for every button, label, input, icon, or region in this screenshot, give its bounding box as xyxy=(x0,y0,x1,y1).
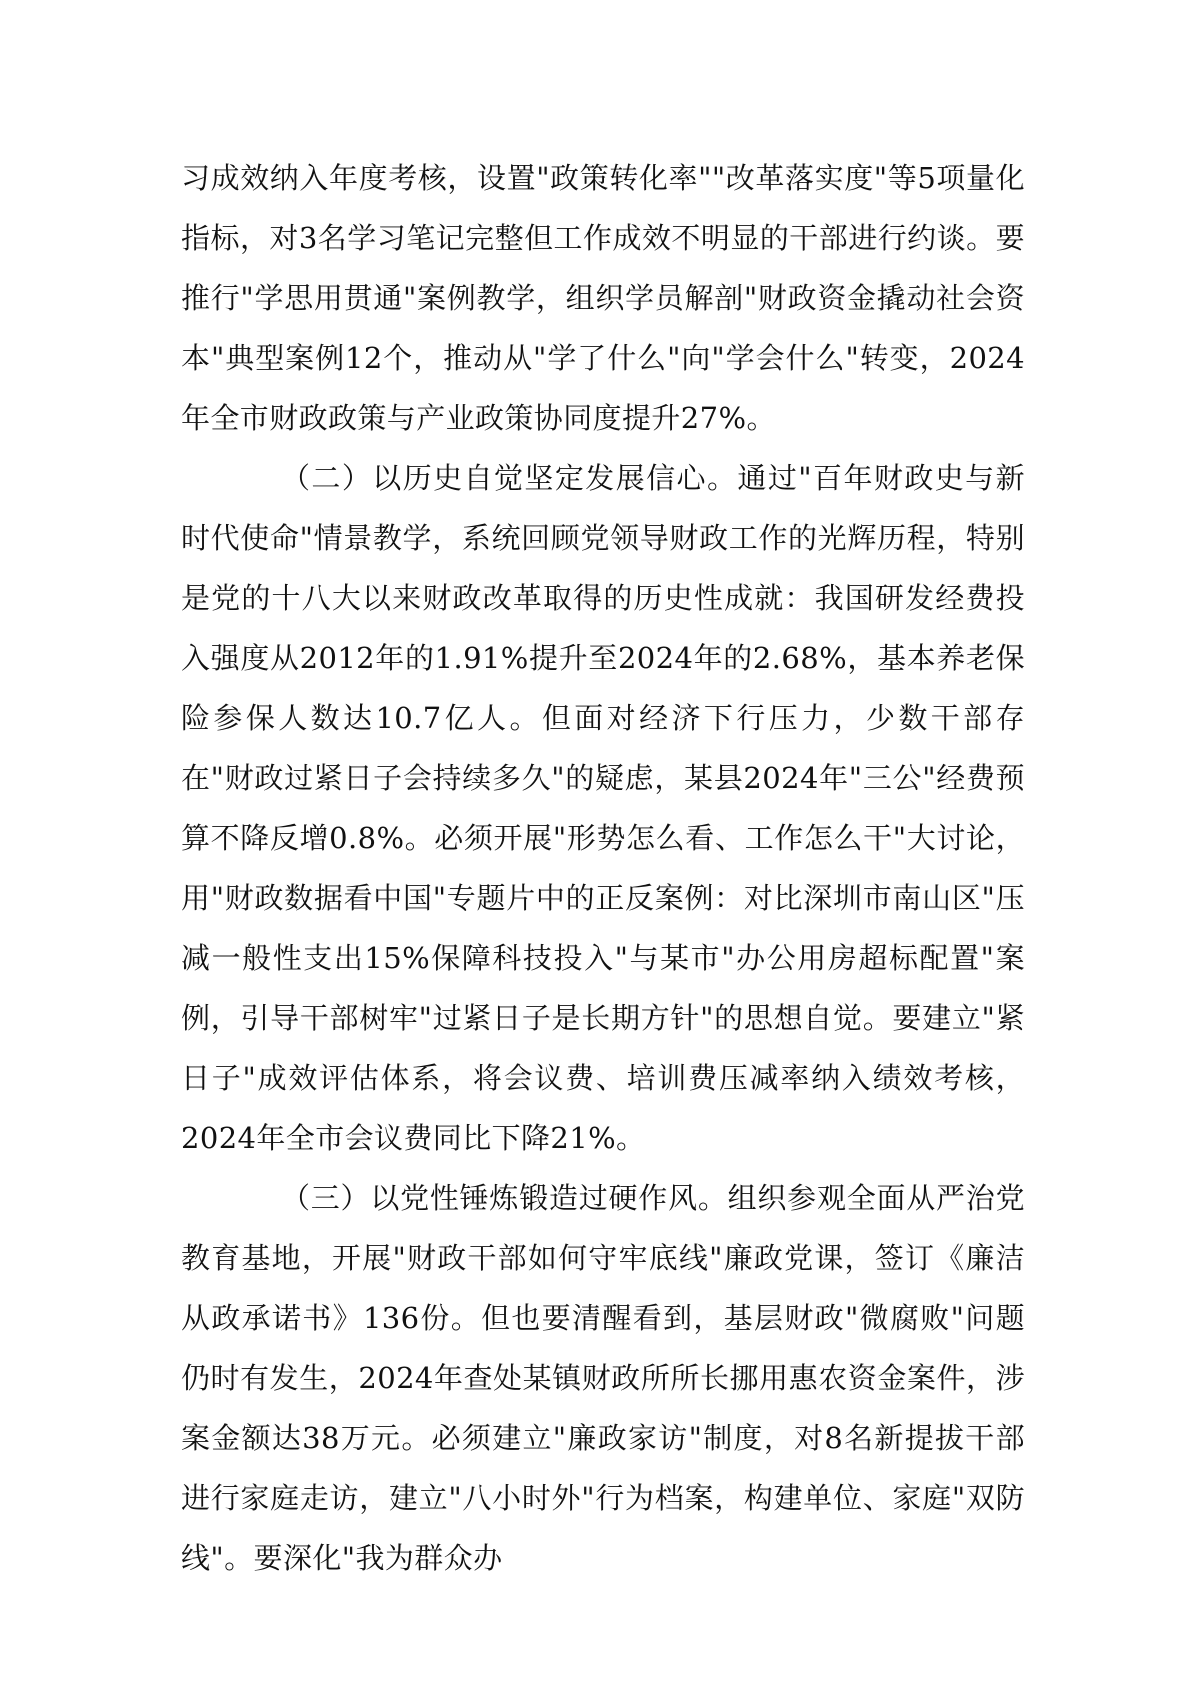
document-body xyxy=(181,148,1025,1588)
paragraph-section-three: （三）以党性锤炼锻造过硬作风。组织参观全面从严治党教育基地，开展"财政干部如何守牢底线"廉政党课，签订《廉洁从政承诺书》136份。但也要清醒看到，基层财政"微腐败"问题仍时有发生，2024年查处某镇财政所所长挪用惠农资金案件，涉案金额达38万元。必须建立"廉政家访"制度，对8名新提拔干部进行家庭走访，建立"八小时外"行为档案，构建单位、家庭"双防线"。要深化"我为群众办 xyxy=(181,1181,1025,1575)
paragraph-section-two: （二）以历史自觉坚定发展信心。通过"百年财政史与新时代使命"情景教学，系统回顾党领导财政工作的光辉历程，特别是党的十八大以来财政改革取得的历史性成就：我国研发经费投入强度从2012年的1.91%提升至2024年的2.68%，基本养老保险参保人数达10.7亿人。但面对经济下行压力，少数干部存在"财政过紧日子会持续多久"的疑虑，某县2024年"三公"经费预算不降反增0.8%。必须开展"形势怎么看、工作怎么干"大讨论，用"财政数据看中国"专题片中的正反案例：对比深圳市南山区"压减一般性支出15%保障科技投入"与某市"办公用房超标配置"案例，引导干部树牢"过紧日子是长期方针"的思想自觉。要建立"紧日子"成效评估体系，将会议费、培训费压减率纳入绩效考核，2024年全市会议费同比下降21%。 xyxy=(181,461,1025,1155)
paragraph-continuation: 习成效纳入年度考核，设置"政策转化率""改革落实度"等5项量化指标，对3名学习笔记完整但工作成效不明显的干部进行约谈。要推行"学思用贯通"案例教学，组织学员解剖"财政资金撬动社会资本"典型案例12个，推动从"学了什么"向"学会什么"转变，2024年全市财政政策与产业政策协同度提升27%。 xyxy=(181,161,1025,435)
